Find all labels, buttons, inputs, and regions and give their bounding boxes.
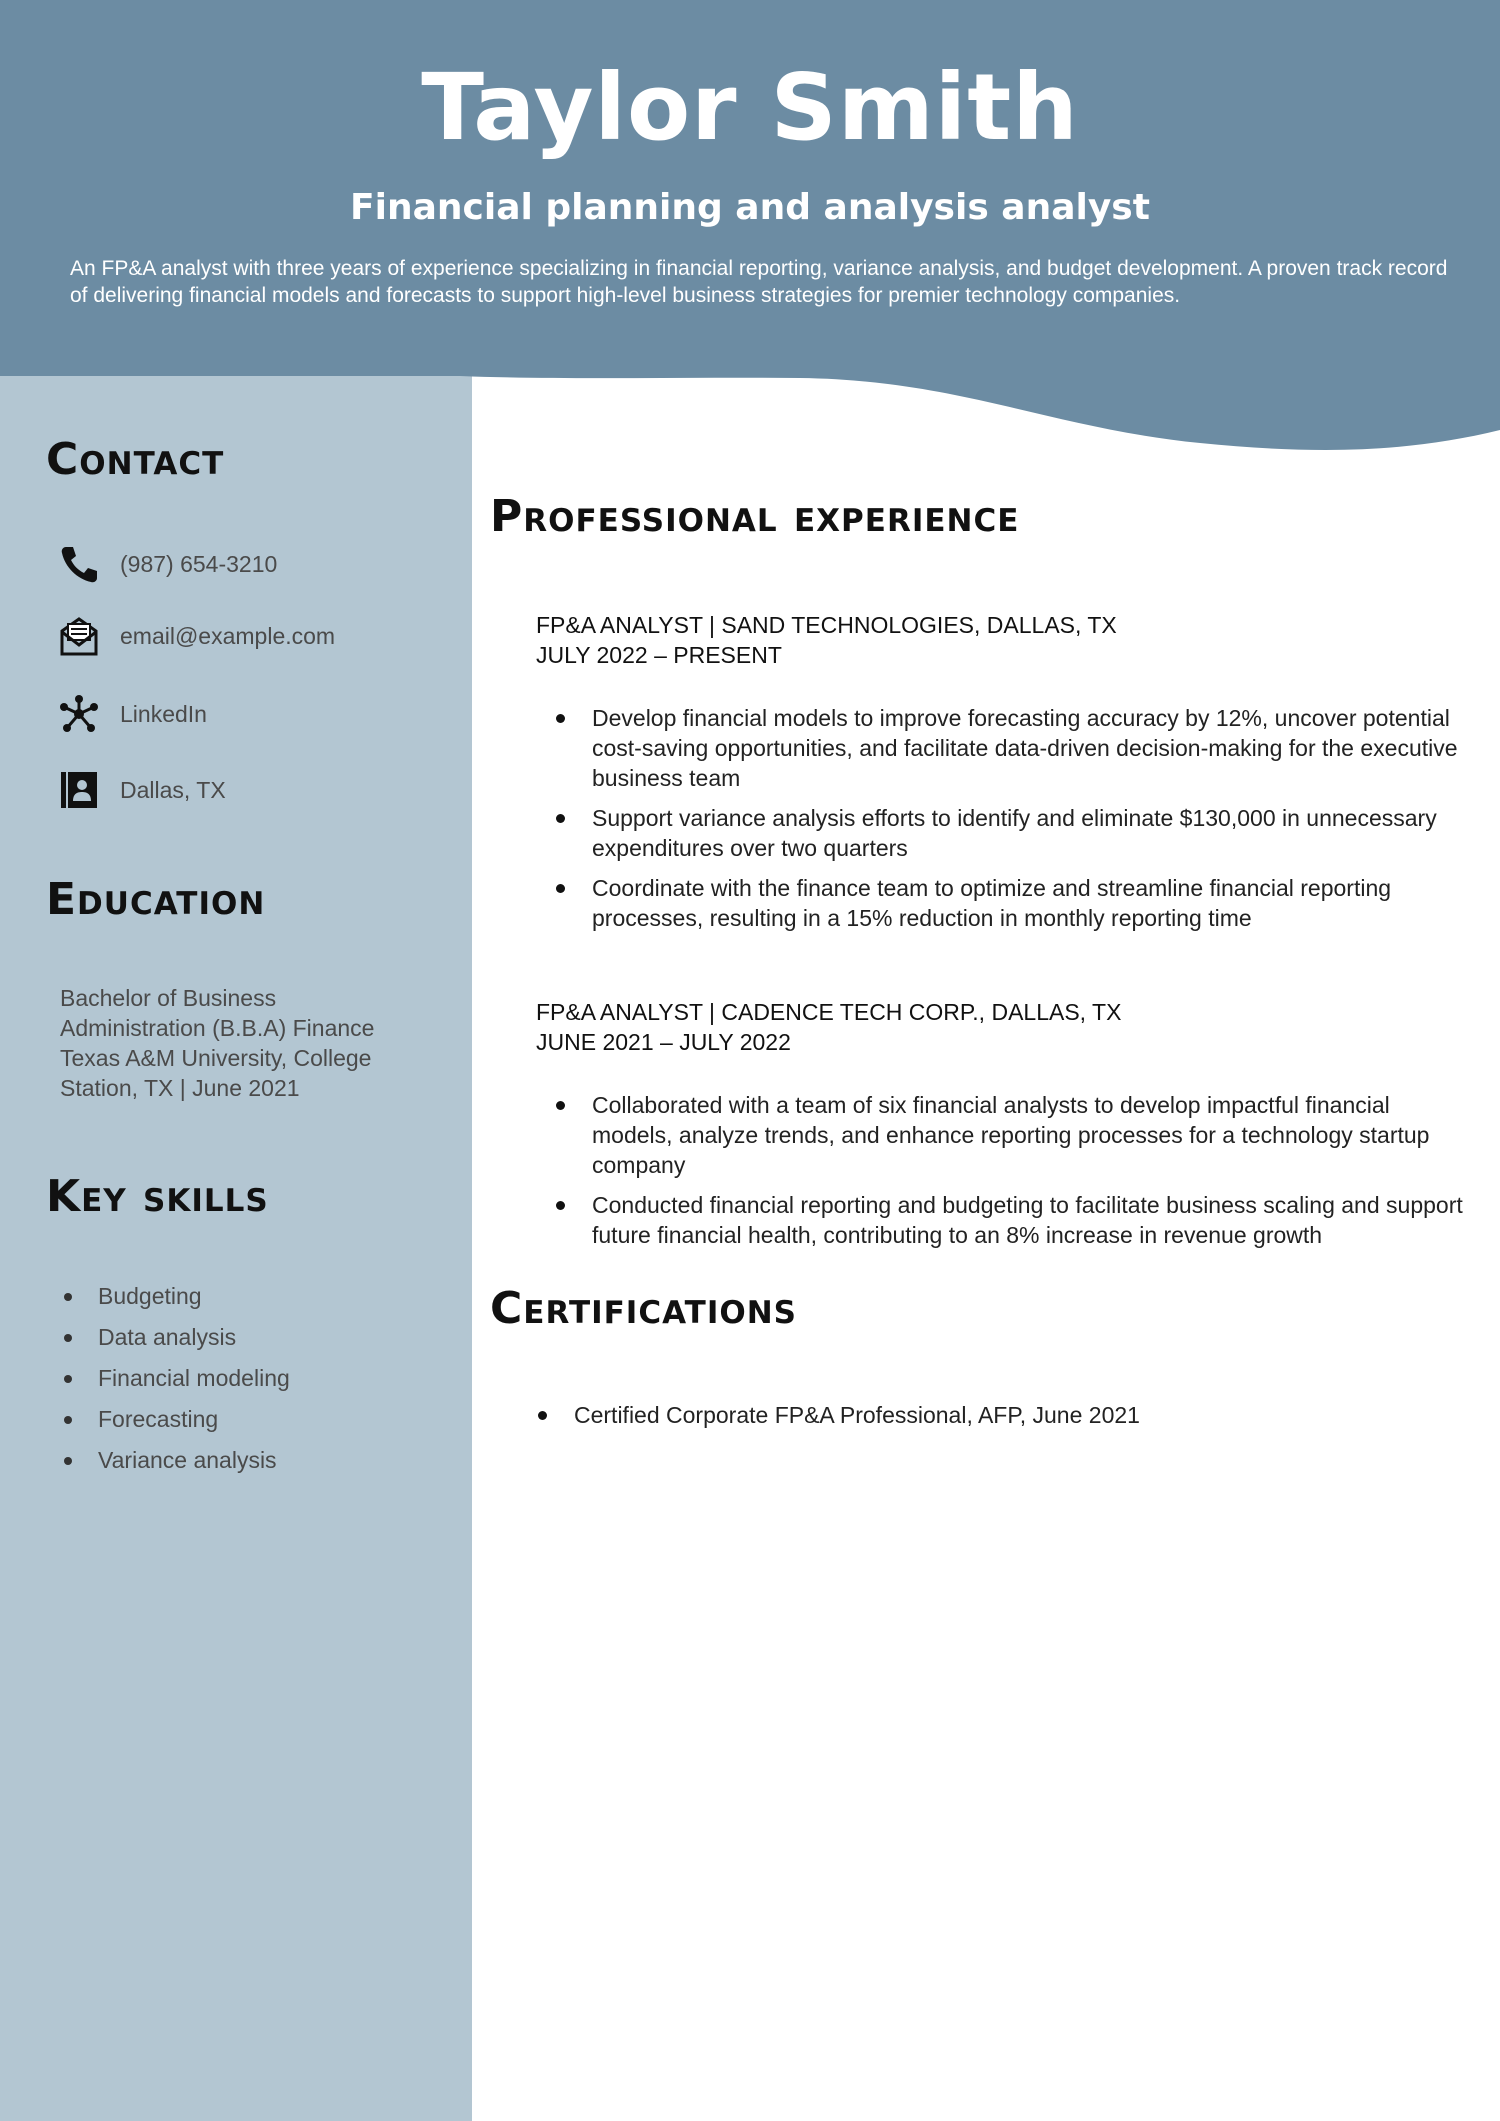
address-book-icon	[58, 769, 100, 811]
job-2-dates: JUNE 2021 – JULY 2022	[536, 1029, 791, 1055]
list-item: Variance analysis	[60, 1440, 290, 1481]
list-item: Develop financial models to improve forecasting accuracy by 12%, uncover potential cost-saving opportunities, and facilitate data-driven decision-making for the executive business team	[536, 703, 1476, 793]
job-2-bullets	[536, 1090, 1476, 1260]
list-item: Collaborated with a team of six financial analysts to develop impactful financial models, analyze trends, and enhance reporting processes for a technology startup company	[536, 1090, 1476, 1180]
envelope-icon	[58, 615, 100, 657]
contact-location: Dallas, TX	[58, 768, 226, 812]
job-1-dates: JULY 2022 – PRESENT	[536, 642, 782, 668]
list-item: Budgeting	[60, 1276, 290, 1317]
list-item: Data analysis	[60, 1317, 290, 1358]
experience-heading: Professional experience	[490, 491, 1020, 542]
certifications-heading: Certifications	[490, 1283, 797, 1334]
skills-list	[60, 1276, 290, 1481]
certifications-list	[518, 1400, 1458, 1440]
job-title: Financial planning and analysis analyst	[350, 187, 1150, 228]
list-item: Conducted financial reporting and budgeting to facilitate business scaling and support future financial health, contributing to an 8% increase in revenue growth	[536, 1190, 1476, 1250]
phone-icon	[58, 543, 100, 585]
job-2-header	[536, 997, 1121, 1057]
list-item: Financial modeling	[60, 1358, 290, 1399]
contact-email: email@example.com	[58, 614, 335, 658]
job-1-bullets	[536, 703, 1476, 943]
candidate-name: Taylor Smith	[421, 54, 1079, 161]
list-item: Coordinate with the finance team to optimize and streamline financial reporting processes, resulting in a 15% reduction in monthly reporting time	[536, 873, 1476, 933]
list-item: Forecasting	[60, 1399, 290, 1440]
job-2-title: FP&A ANALYST | CADENCE TECH CORP., DALLAS, TX	[536, 999, 1122, 1025]
job-1-title: FP&A ANALYST | SAND TECHNOLOGIES, DALLAS, TX	[536, 612, 1117, 638]
summary: An FP&A analyst with three years of experience specializing in financial reporting, variance analysis, and budget development. A proven track record of delivering financial models and forecasts to support high-level business strategies for premier technology companies.	[70, 257, 1448, 307]
list-item: Certified Corporate FP&A Professional, AFP, June 2021	[518, 1400, 1458, 1430]
education-details: Bachelor of Business Administration (B.B.A) Finance Texas A&M University, College Station, TX | June 2021	[60, 985, 375, 1101]
skills-heading: Key skills	[46, 1171, 269, 1222]
network-icon	[58, 693, 100, 735]
contact-linkedin: LinkedIn	[58, 692, 207, 736]
contact-phone: (987) 654-3210	[58, 542, 277, 586]
contact-heading: Contact	[46, 434, 225, 485]
education-heading: Education	[46, 874, 266, 925]
list-item: Support variance analysis efforts to identify and eliminate $130,000 in unnecessary expenditures over two quarters	[536, 803, 1476, 863]
job-1-header	[536, 610, 1117, 670]
